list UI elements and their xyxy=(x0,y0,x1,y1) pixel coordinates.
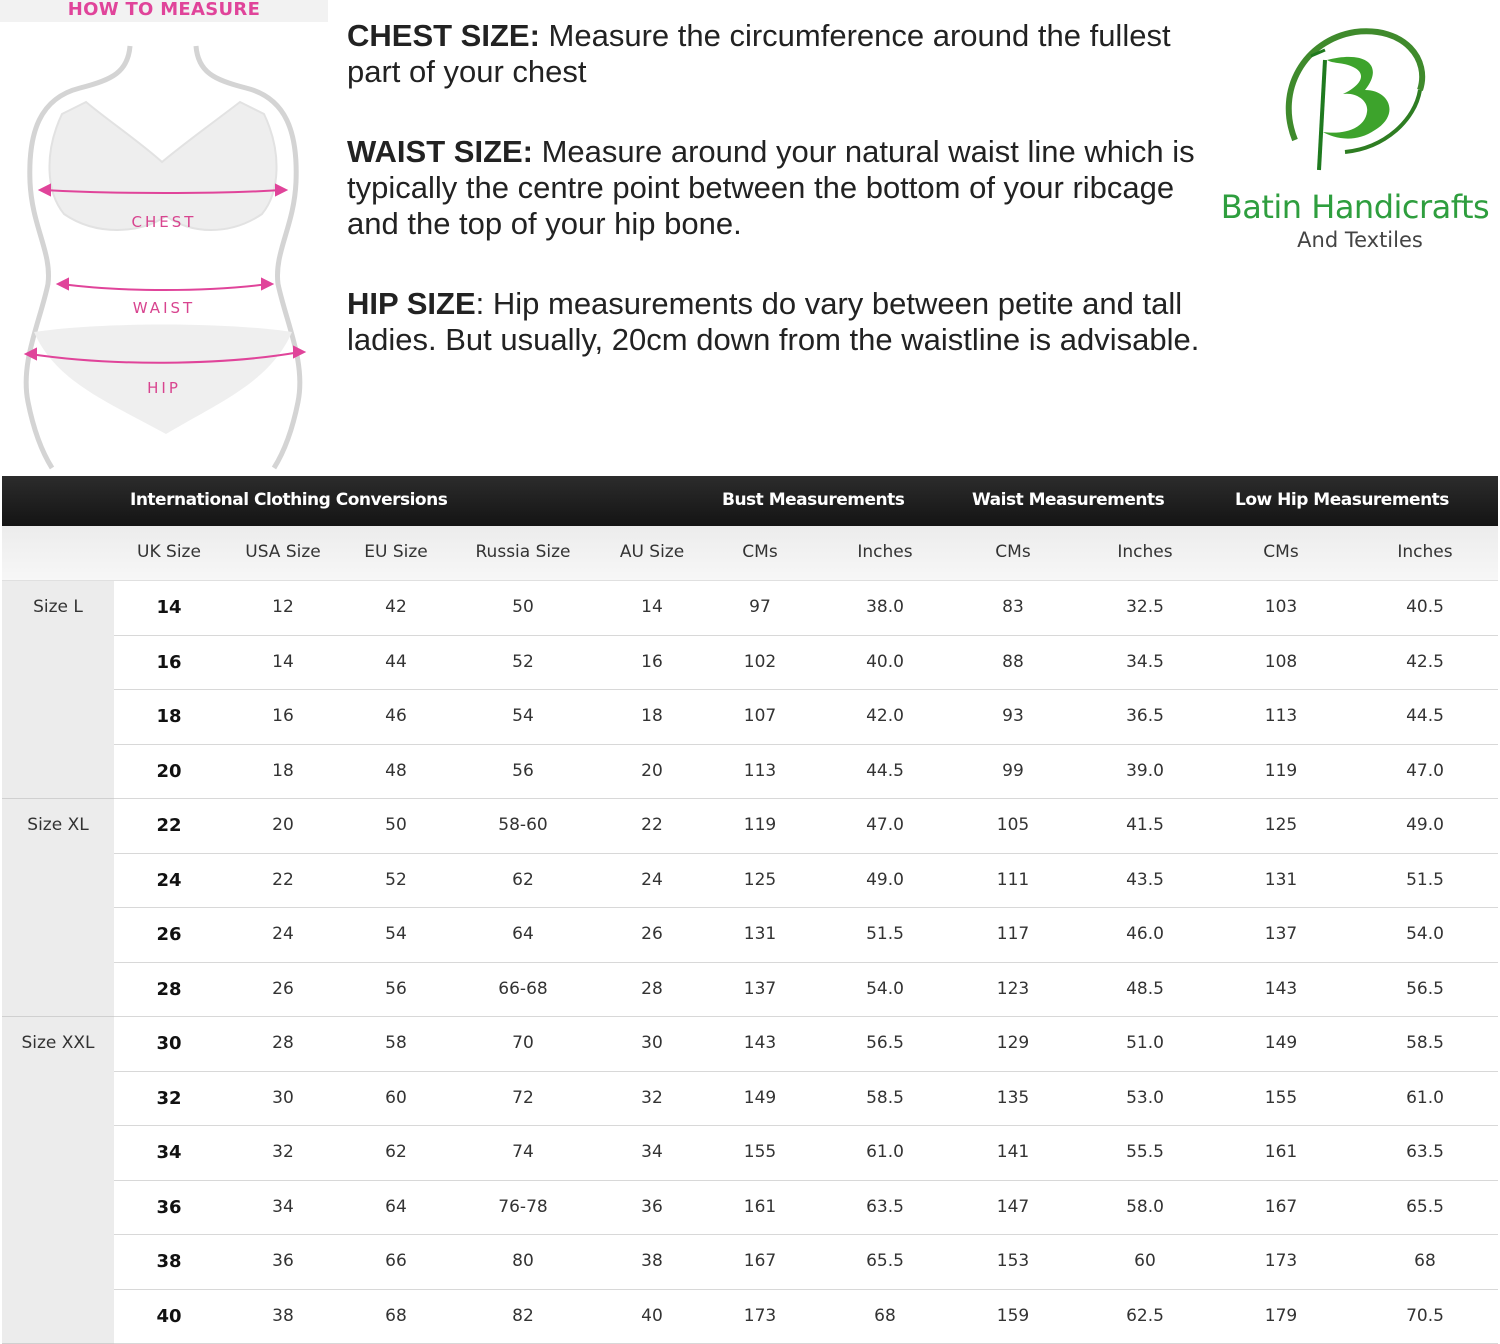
table-cell: 28 xyxy=(272,1033,294,1053)
hip-heading: HIP SIZE xyxy=(347,286,476,321)
table-cell: 61.0 xyxy=(866,1142,904,1162)
uk-size-cell: 36 xyxy=(156,1197,181,1218)
table-cell: 143 xyxy=(744,1033,776,1053)
table-cell: 137 xyxy=(1265,924,1297,944)
table-cell: 167 xyxy=(1265,1197,1297,1217)
table-cell: 149 xyxy=(744,1088,776,1108)
table-cell: 125 xyxy=(744,870,776,890)
table-row xyxy=(114,908,1498,963)
table-cell: 42 xyxy=(385,597,407,617)
hip-label: HIP xyxy=(147,379,181,397)
table-cell: 147 xyxy=(997,1197,1029,1217)
table-cell: 179 xyxy=(1265,1306,1297,1326)
table-cell: 48 xyxy=(385,761,407,781)
chest-label: CHEST xyxy=(132,213,197,231)
column-header: Inches xyxy=(1397,542,1452,562)
table-cell: 43.5 xyxy=(1126,870,1164,890)
table-cell: 72 xyxy=(512,1088,534,1108)
table-cell: 117 xyxy=(997,924,1029,944)
table-cell: 51.5 xyxy=(1406,870,1444,890)
table-cell: 54 xyxy=(512,706,534,726)
group-header-waist: Waist Measurements xyxy=(972,490,1164,510)
table-cell: 47.0 xyxy=(1406,761,1444,781)
table-cell: 60 xyxy=(385,1088,407,1108)
table-cell: 44.5 xyxy=(866,761,904,781)
table-cell: 39.0 xyxy=(1126,761,1164,781)
table-cell: 14 xyxy=(272,652,294,672)
table-cell: 14 xyxy=(641,597,663,617)
column-header: CMs xyxy=(995,542,1030,562)
uk-size-cell: 14 xyxy=(156,597,181,618)
column-header: Inches xyxy=(1117,542,1172,562)
table-cell: 68 xyxy=(874,1306,896,1326)
group-header-bust: Bust Measurements xyxy=(722,490,904,510)
group-header-hip: Low Hip Measurements xyxy=(1235,490,1449,510)
table-cell: 88 xyxy=(1002,652,1024,672)
table-cell: 36.5 xyxy=(1126,706,1164,726)
table-cell: 36 xyxy=(272,1251,294,1271)
measure-title: HOW TO MEASURE xyxy=(0,0,328,20)
size-group-text: Size L xyxy=(2,597,114,617)
table-body xyxy=(2,581,1498,1344)
table-cell: 44.5 xyxy=(1406,706,1444,726)
table-cell: 143 xyxy=(1265,979,1297,999)
table-cell: 52 xyxy=(385,870,407,890)
table-cell: 16 xyxy=(641,652,663,672)
table-cell: 105 xyxy=(997,815,1029,835)
table-cell: 65.5 xyxy=(1406,1197,1444,1217)
uk-size-cell: 26 xyxy=(156,924,181,945)
table-cell: 141 xyxy=(997,1142,1029,1162)
table-cell: 32.5 xyxy=(1126,597,1164,617)
uk-size-cell: 32 xyxy=(156,1088,181,1109)
uk-size-cell: 22 xyxy=(156,815,181,836)
table-cell: 58-60 xyxy=(498,815,547,835)
table-cell: 137 xyxy=(744,979,776,999)
table-row xyxy=(114,690,1498,745)
table-cell: 12 xyxy=(272,597,294,617)
table-cell: 173 xyxy=(744,1306,776,1326)
table-column-headers xyxy=(2,526,1498,581)
uk-size-cell: 34 xyxy=(156,1142,181,1163)
table-row xyxy=(114,1235,1498,1290)
table-cell: 32 xyxy=(272,1142,294,1162)
size-group-label xyxy=(2,1017,114,1344)
table-cell: 56 xyxy=(512,761,534,781)
uk-size-cell: 28 xyxy=(156,979,181,1000)
table-row xyxy=(114,1126,1498,1181)
column-header: CMs xyxy=(1263,542,1298,562)
table-cell: 42.0 xyxy=(866,706,904,726)
table-cell: 173 xyxy=(1265,1251,1297,1271)
table-cell: 60 xyxy=(1134,1251,1156,1271)
table-cell: 26 xyxy=(641,924,663,944)
table-cell: 54.0 xyxy=(866,979,904,999)
table-cell: 74 xyxy=(512,1142,534,1162)
table-cell: 30 xyxy=(272,1088,294,1108)
table-cell: 62 xyxy=(385,1142,407,1162)
table-cell: 30 xyxy=(641,1033,663,1053)
table-cell: 53.0 xyxy=(1126,1088,1164,1108)
table-cell: 40 xyxy=(641,1306,663,1326)
waist-heading: WAIST SIZE: xyxy=(347,134,533,169)
table-cell: 159 xyxy=(997,1306,1029,1326)
table-cell: 36 xyxy=(641,1197,663,1217)
table-cell: 161 xyxy=(1265,1142,1297,1162)
table-cell: 66-68 xyxy=(498,979,547,999)
table-cell: 55.5 xyxy=(1126,1142,1164,1162)
table-cell: 22 xyxy=(641,815,663,835)
table-cell: 99 xyxy=(1002,761,1024,781)
table-cell: 129 xyxy=(997,1033,1029,1053)
table-cell: 56.5 xyxy=(1406,979,1444,999)
table-cell: 155 xyxy=(1265,1088,1297,1108)
table-cell: 125 xyxy=(1265,815,1297,835)
table-cell: 52 xyxy=(512,652,534,672)
uk-size-cell: 30 xyxy=(156,1033,181,1054)
size-group-label xyxy=(2,799,114,1017)
table-row xyxy=(114,799,1498,854)
table-cell: 108 xyxy=(1265,652,1297,672)
table-cell: 32 xyxy=(641,1088,663,1108)
column-header: UK Size xyxy=(137,542,201,562)
logo-subtitle: And Textiles xyxy=(1215,228,1500,252)
body-figure-illustration xyxy=(0,22,328,470)
table-cell: 34.5 xyxy=(1126,652,1164,672)
table-cell: 80 xyxy=(512,1251,534,1271)
table-row xyxy=(114,963,1498,1018)
table-cell: 41.5 xyxy=(1126,815,1164,835)
table-cell: 34 xyxy=(272,1197,294,1217)
column-header: Inches xyxy=(857,542,912,562)
table-cell: 83 xyxy=(1002,597,1024,617)
chest-instruction xyxy=(347,18,1207,90)
logo-mark xyxy=(1215,20,1495,190)
waist-text: Measure around your natural waist line which is typically the centre point between the bottom of your ribcage and the top of your hip bone. xyxy=(347,134,1195,241)
table-cell: 34 xyxy=(641,1142,663,1162)
table-cell: 38 xyxy=(272,1306,294,1326)
uk-size-cell: 16 xyxy=(156,652,181,673)
table-cell: 131 xyxy=(744,924,776,944)
table-cell: 131 xyxy=(1265,870,1297,890)
table-cell: 47.0 xyxy=(866,815,904,835)
table-cell: 38 xyxy=(641,1251,663,1271)
table-cell: 28 xyxy=(641,979,663,999)
table-row xyxy=(114,1181,1498,1236)
table-cell: 161 xyxy=(744,1197,776,1217)
table-cell: 42.5 xyxy=(1406,652,1444,672)
chest-text: Measure the circumference around the fullest part of your chest xyxy=(347,18,1171,89)
table-cell: 20 xyxy=(272,815,294,835)
column-header: AU Size xyxy=(620,542,684,562)
table-cell: 46 xyxy=(385,706,407,726)
table-cell: 40.0 xyxy=(866,652,904,672)
table-cell: 44 xyxy=(385,652,407,672)
size-group-text: Size XXL xyxy=(2,1033,114,1053)
table-cell: 65.5 xyxy=(866,1251,904,1271)
table-cell: 64 xyxy=(385,1197,407,1217)
table-row xyxy=(114,581,1498,636)
table-cell: 56.5 xyxy=(866,1033,904,1053)
uk-size-cell: 18 xyxy=(156,706,181,727)
chest-heading: CHEST SIZE: xyxy=(347,18,540,53)
table-group-header xyxy=(2,476,1498,526)
table-cell: 62.5 xyxy=(1126,1306,1164,1326)
table-cell: 167 xyxy=(744,1251,776,1271)
table-cell: 103 xyxy=(1265,597,1297,617)
table-cell: 49.0 xyxy=(866,870,904,890)
how-to-measure-panel xyxy=(0,0,328,470)
waist-label: WAIST xyxy=(133,299,195,317)
size-group-column xyxy=(2,581,114,1344)
table-cell: 56 xyxy=(385,979,407,999)
table-cell: 119 xyxy=(744,815,776,835)
table-cell: 153 xyxy=(997,1251,1029,1271)
table-cell: 18 xyxy=(272,761,294,781)
table-cell: 82 xyxy=(512,1306,534,1326)
table-cell: 61.0 xyxy=(1406,1088,1444,1108)
table-cell: 62 xyxy=(512,870,534,890)
table-cell: 119 xyxy=(1265,761,1297,781)
table-cell: 63.5 xyxy=(866,1197,904,1217)
table-cell: 123 xyxy=(997,979,1029,999)
table-cell: 111 xyxy=(997,870,1029,890)
size-group-text: Size XL xyxy=(2,815,114,835)
table-cell: 16 xyxy=(272,706,294,726)
table-cell: 76-78 xyxy=(498,1197,547,1217)
table-cell: 102 xyxy=(744,652,776,672)
hip-text: : Hip measurements do vary between petite and tall ladies. But usually, 20cm down from the waistline is advisable. xyxy=(347,286,1199,357)
table-cell: 54.0 xyxy=(1406,924,1444,944)
table-cell: 68 xyxy=(1414,1251,1436,1271)
column-header: Russia Size xyxy=(476,542,571,562)
table-cell: 48.5 xyxy=(1126,979,1164,999)
logo-name: Batin Handicrafts xyxy=(1215,188,1495,226)
waist-instruction xyxy=(347,134,1207,242)
table-cell: 51.5 xyxy=(866,924,904,944)
table-row xyxy=(114,636,1498,691)
table-cell: 97 xyxy=(749,597,771,617)
group-header-intl: International Clothing Conversions xyxy=(130,490,447,510)
table-cell: 24 xyxy=(641,870,663,890)
table-cell: 66 xyxy=(385,1251,407,1271)
table-cell: 40.5 xyxy=(1406,597,1444,617)
uk-size-cell: 38 xyxy=(156,1251,181,1272)
uk-size-cell: 24 xyxy=(156,870,181,891)
table-cell: 63.5 xyxy=(1406,1142,1444,1162)
table-cell: 64 xyxy=(512,924,534,944)
size-group-label xyxy=(2,581,114,799)
uk-size-cell: 40 xyxy=(156,1306,181,1327)
table-cell: 24 xyxy=(272,924,294,944)
table-cell: 22 xyxy=(272,870,294,890)
table-cell: 58.5 xyxy=(1406,1033,1444,1053)
measurement-instructions xyxy=(347,18,1207,402)
table-cell: 51.0 xyxy=(1126,1033,1164,1053)
table-cell: 50 xyxy=(385,815,407,835)
table-cell: 135 xyxy=(997,1088,1029,1108)
table-cell: 18 xyxy=(641,706,663,726)
column-header: USA Size xyxy=(245,542,320,562)
table-cell: 68 xyxy=(385,1306,407,1326)
table-cell: 58.5 xyxy=(866,1088,904,1108)
table-row xyxy=(114,1290,1498,1344)
table-cell: 20 xyxy=(641,761,663,781)
table-cell: 38.0 xyxy=(866,597,904,617)
table-cell: 70.5 xyxy=(1406,1306,1444,1326)
table-row xyxy=(114,1017,1498,1072)
table-cell: 58 xyxy=(385,1033,407,1053)
column-header: CMs xyxy=(742,542,777,562)
table-cell: 93 xyxy=(1002,706,1024,726)
table-cell: 26 xyxy=(272,979,294,999)
table-row xyxy=(114,1072,1498,1127)
table-cell: 46.0 xyxy=(1126,924,1164,944)
table-cell: 54 xyxy=(385,924,407,944)
hip-instruction xyxy=(347,286,1207,358)
table-cell: 58.0 xyxy=(1126,1197,1164,1217)
table-row xyxy=(114,745,1498,800)
table-cell: 50 xyxy=(512,597,534,617)
table-cell: 113 xyxy=(744,761,776,781)
table-cell: 70 xyxy=(512,1033,534,1053)
table-cell: 155 xyxy=(744,1142,776,1162)
uk-size-cell: 20 xyxy=(156,761,181,782)
table-cell: 113 xyxy=(1265,706,1297,726)
table-cell: 107 xyxy=(744,706,776,726)
table-cell: 149 xyxy=(1265,1033,1297,1053)
size-conversion-table xyxy=(2,476,1498,1344)
brand-logo xyxy=(1215,20,1495,260)
table-cell: 49.0 xyxy=(1406,815,1444,835)
table-row xyxy=(114,854,1498,909)
column-header: EU Size xyxy=(364,542,427,562)
